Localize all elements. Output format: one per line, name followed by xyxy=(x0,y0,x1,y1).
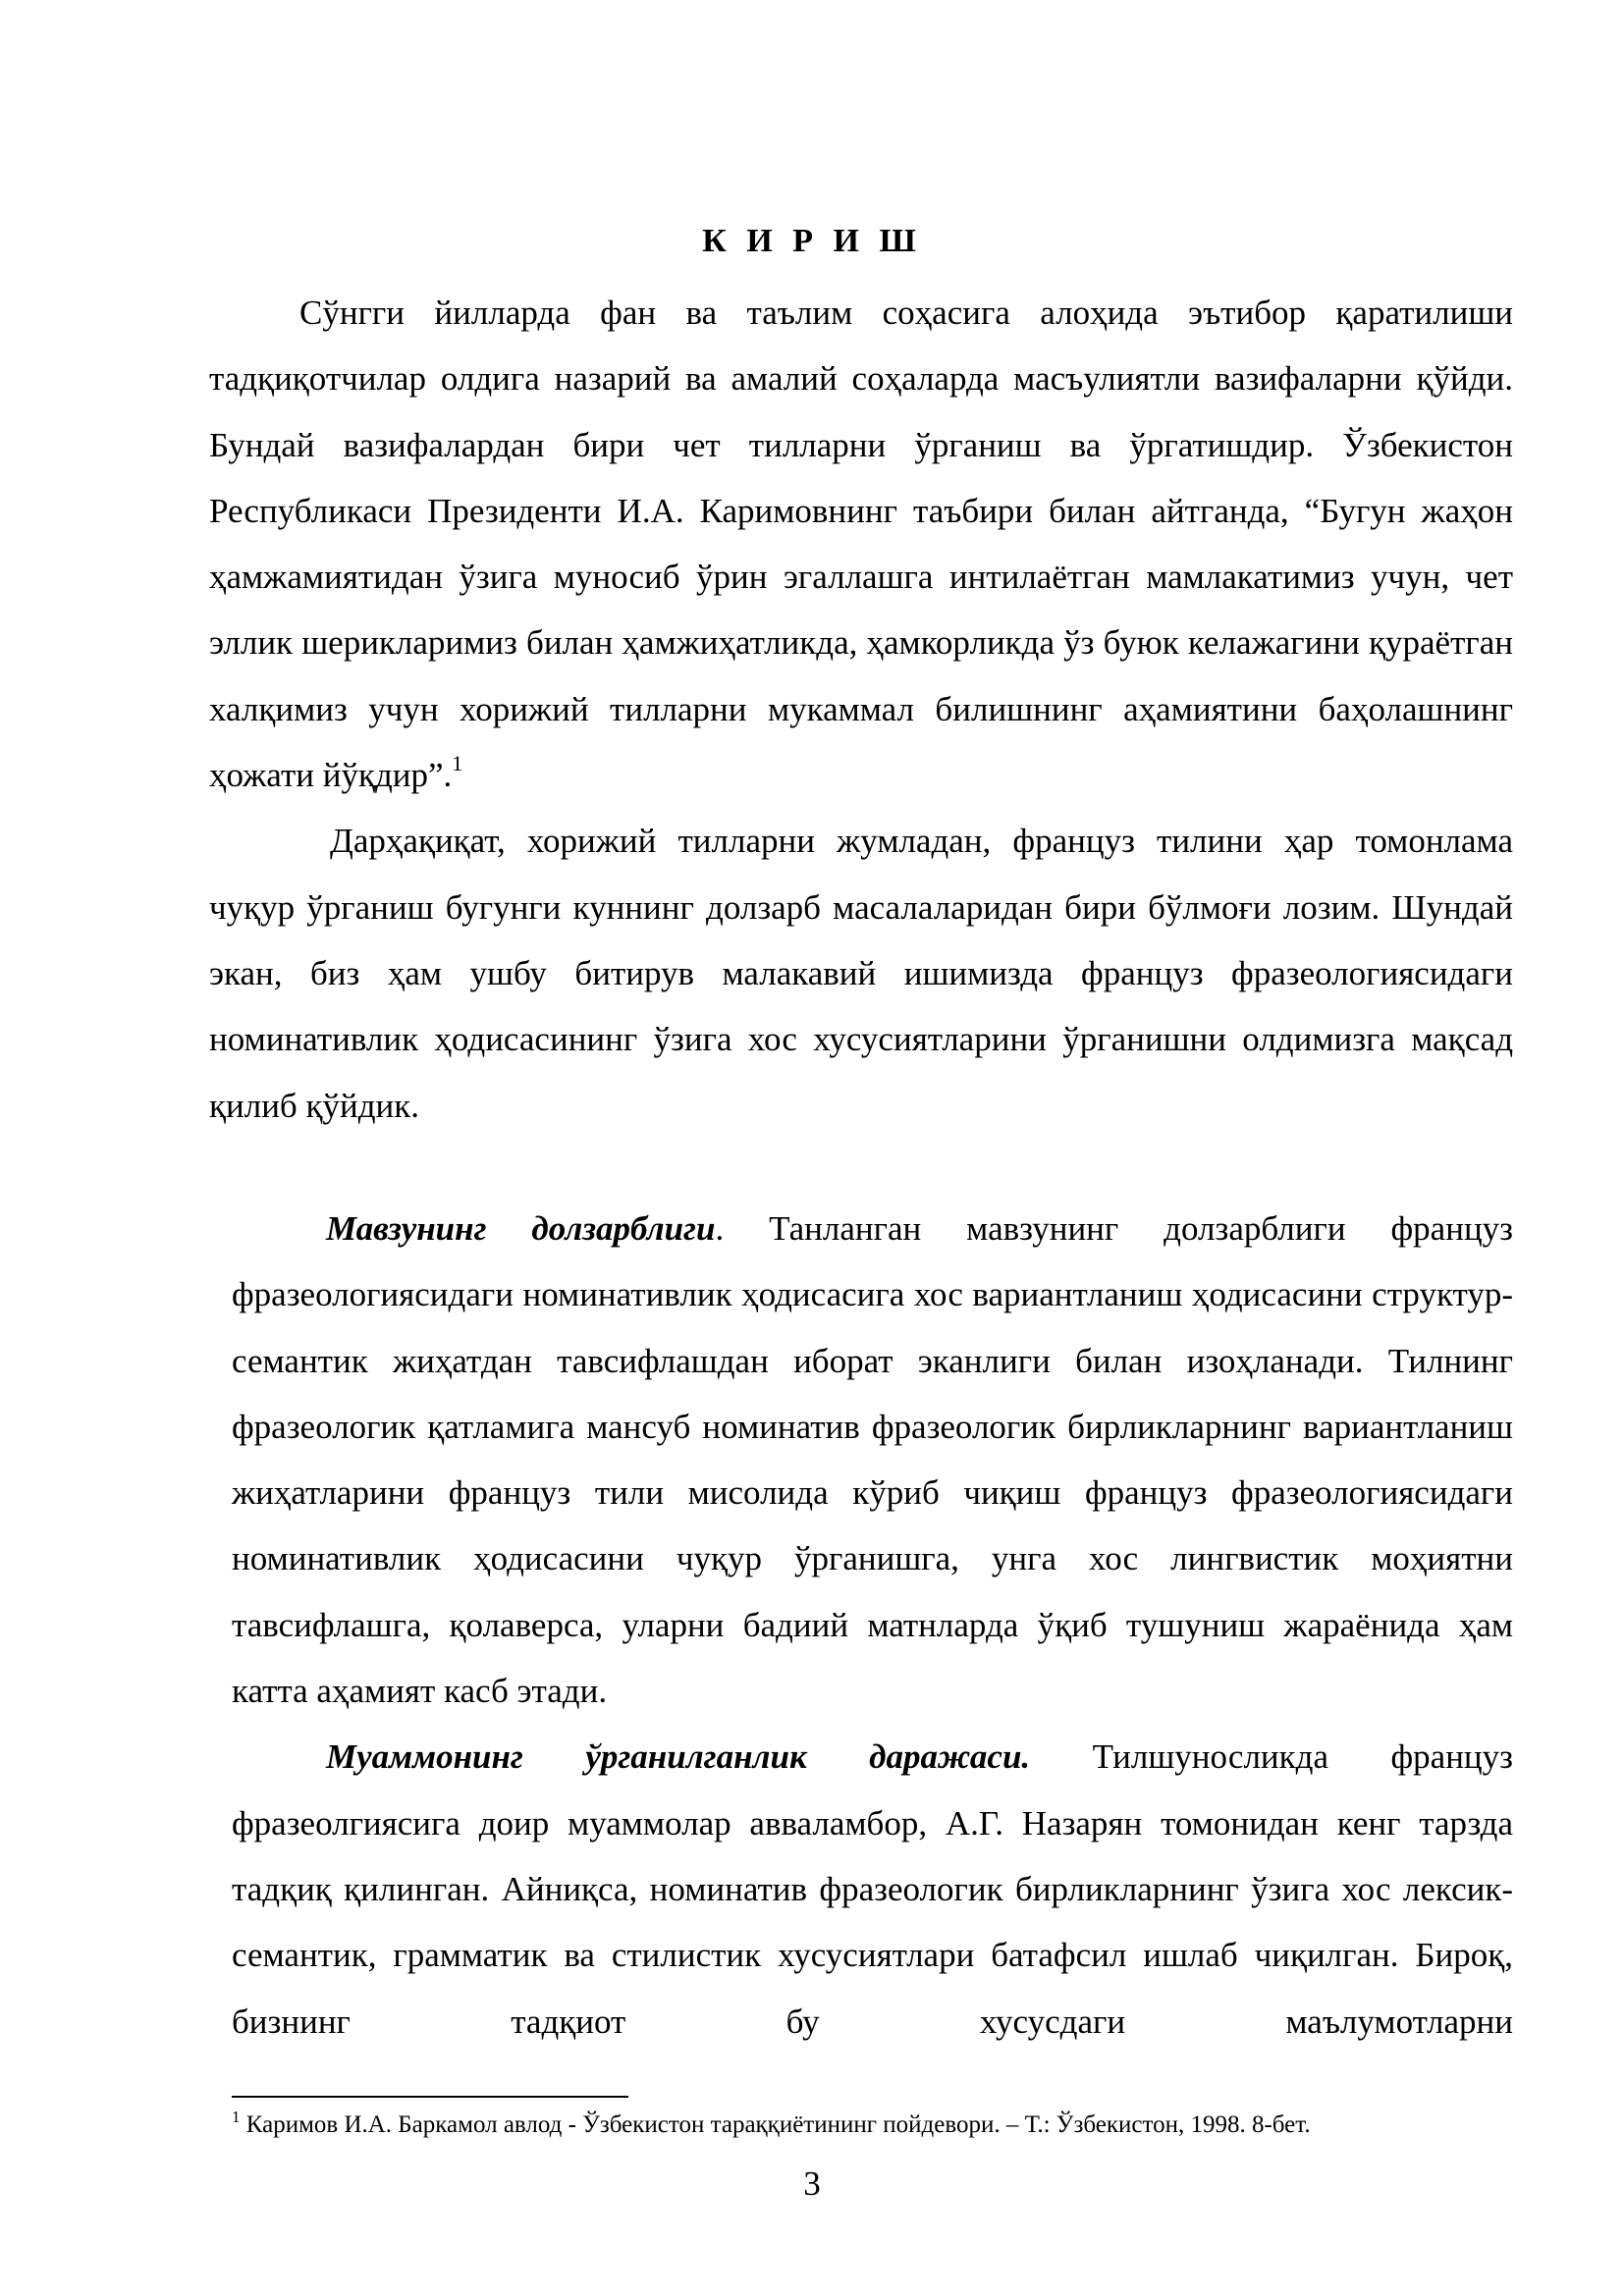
footnote-divider xyxy=(232,2096,628,2098)
footnote-text: Каримов И.А. Баркамол авлод - Ўзбекистон тараққиётининг пойдевори. – Т.: Ўзбекистон, 1998. 8-бет. xyxy=(240,2111,1311,2138)
paragraph-relevance xyxy=(232,1196,1513,1724)
relevance-heading: Мавзунинг долзарблиги xyxy=(326,1209,716,1248)
study-degree-text: Тилшуносликда француз фразеолгиясига доир муаммолар авваламбор, А.Г. Назарян томонидан кенг тарзда тадқиқ қилинган. Айниқса, номинатив фразеологик бирликларнинг ўзига хос лексик-семантик, грамматик ва стилистик хусусиятлари батафсил ишлаб чиқилган. Бироқ, бизнинг тадқиот бу хусусдаги маълумотларни xyxy=(232,1737,1513,2041)
footnote-ref: 1 xyxy=(452,751,463,776)
intro-block xyxy=(209,280,1513,1139)
paragraph-study-degree xyxy=(232,1724,1513,2054)
relevance-text: . Танланган мавзунинг долзарблиги француз фразеологиясидаги номинативлик ҳодисасига хос вариантланиш ҳодисасини структур-семантик жиҳатдан тавсифлашдан иборат эканлиги билан изоҳланади. Тилнинг фразеологик қатламига мансуб номинатив фразеологик бирликларнинг вариантланиш жиҳатларини француз тили мисолида кўриб чиқиш француз фразеологиясидаги номинативлик ҳодисасини чуқур ўрганишга, унга хос лингвистик моҳиятни тавсифлашга, қолаверса, уларни бадиий матнларда ўқиб тушуниш жараёнида ҳам катта аҳамият касб этади. xyxy=(232,1209,1513,1711)
footnote-number: 1 xyxy=(232,2108,241,2126)
paragraph-1-text: Сўнгги йилларда фан ва таълим соҳасига алоҳида эътибор қаратилиши тадқиқотчилар олдига назарий ва амалий соҳаларда масъулиятли вазифаларни қўйди. Бундай вазифалардан бири чет тилларни ўрганиш ва ўргатишдир. Ўзбекистон Республикаси Президенти И.А. Каримовнинг таъбири билан айтганда, “Бугун жаҳон ҳамжамиятидан ўзига муносиб ўрин эгаллашга интилаётган мамлакатимиз учун, чет эллик шерикларимиз билан ҳамжиҳатликда, ҳамкорликда ўз буюк келажагини қураётган халқимиз учун хорижий тилларни мукаммал билишнинг аҳамиятини баҳолашнинг ҳожати йўқдир”. xyxy=(209,294,1513,795)
page-title: К И Р И Ш xyxy=(702,223,922,259)
study-degree-heading: Муаммонинг ўрганилганлик даражаси. xyxy=(326,1737,1031,1777)
page-number: 3 xyxy=(803,2164,821,2203)
footnote xyxy=(232,2109,1528,2142)
body-block xyxy=(232,1196,1513,2055)
paragraph-2: Дарҳақиқат, хорижий тилларни жумладан, француз тилини ҳар томонлама чуқур ўрганиш бугунги куннинг долзарб масалаларидан бири бўлмоғи лозим. Шундай экан, биз ҳам ушбу битирув малакавий ишимизда француз фразеологиясидаги номинативлик ҳодисасининг ўзига хос хусусиятларини ўрганишни олдимизга мақсад қилиб қўйдик. xyxy=(209,822,1513,1125)
paragraph-1 xyxy=(209,280,1513,808)
